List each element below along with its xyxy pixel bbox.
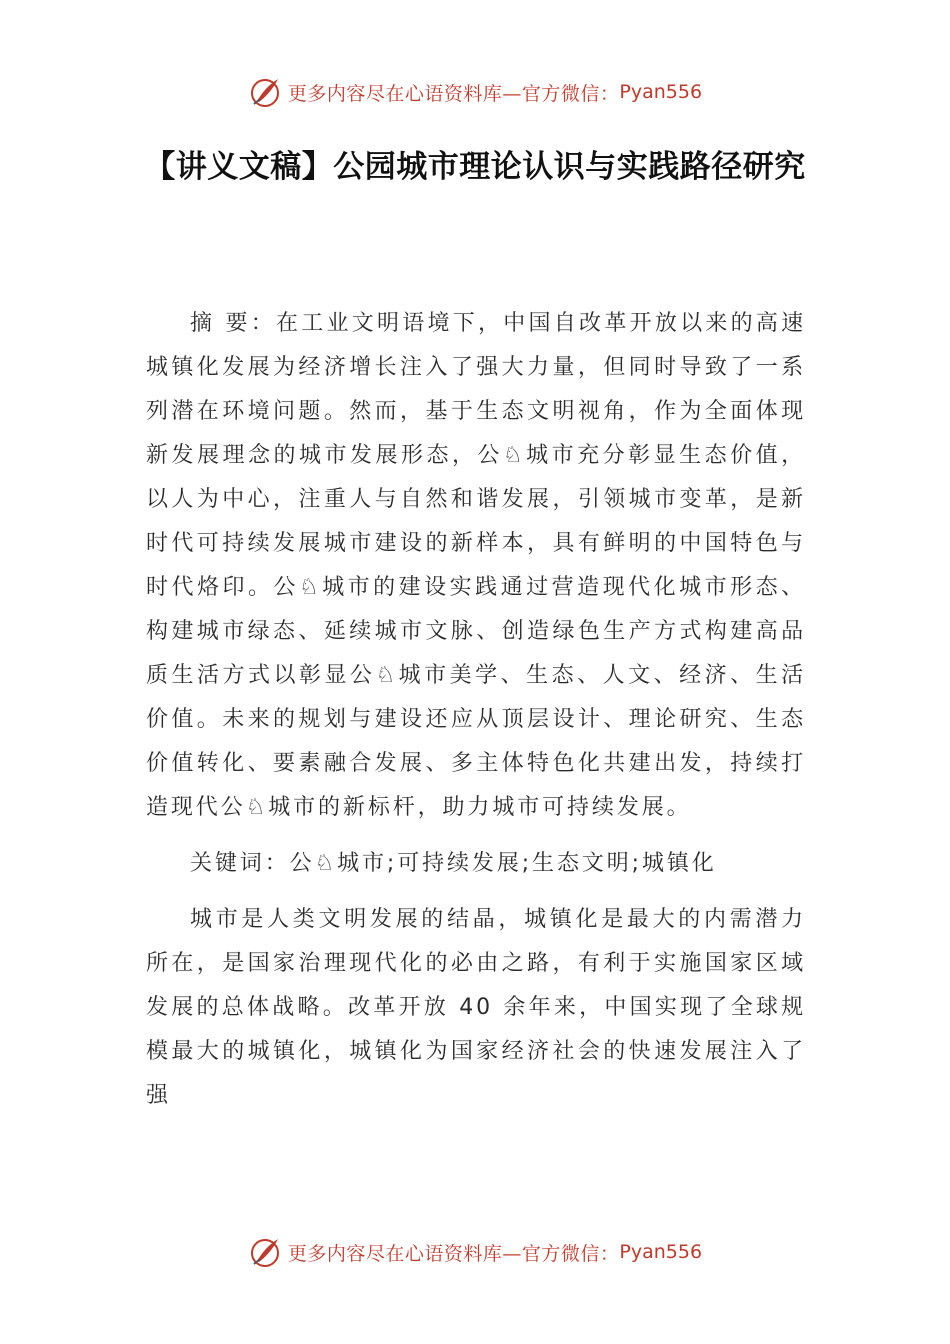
document-title: 【讲义文稿】公园城市理论认识与实践路径研究 bbox=[144, 149, 806, 185]
banner-text: 更多内容尽在心语资料库—官方微信： bbox=[287, 1242, 620, 1265]
body-paragraph: 城市是人类文明发展的结晶，城镇化是最大的内需潜力所在，是国家治理现代化的必由之路，有利于实施国家区域发展的总体战略。改革开放 40 余年来，中国实现了全球规模最大的城镇化，城镇化为国家经济社会的快速发展注入了强 bbox=[146, 907, 806, 1108]
banner-text: 更多内容尽在心语资料库—官方微信： bbox=[287, 82, 620, 105]
keywords-paragraph: 关键词：公♘城市;可持续发展;生态文明;城镇化 bbox=[190, 851, 717, 876]
document-content bbox=[146, 302, 806, 1118]
banner-wechat-id: Pyan556 bbox=[619, 81, 703, 103]
abstract-paragraph: 摘 要：在工业文明语境下，中国自改革开放以来的高速城镇化发展为经济增长注入了强大力量，但同时导致了一系列潜在环境问题。然而，基于生态文明视角，作为全面体现新发展理念的城市发展形态，公♘城市充分彰显生态价值， 以人为中心，注重人与自然和谐发展，引领城市变革，是新时代可持续发展城市建设的新样本，具有鲜明的中国特色与时代烙印。公♘城市的建设实践通过营造现代化城市形态、构建城市绿态、延续城市文脉、创造绿色生产方式构建高品质生活方式以彰显公♘城市美学、生态、人文、经济、生活价值。未来的规划与建设还应从顶层设计、理论研究、生态价值转化、要素融合发展、多主体特色化共建出发，持续打造现代公♘城市的新标杆，助力城市可持续发展。 bbox=[146, 311, 806, 820]
quill-logo-icon bbox=[248, 1235, 282, 1269]
footer-banner bbox=[0, 1230, 950, 1274]
banner-wechat-id: Pyan556 bbox=[619, 1241, 703, 1263]
quill-logo-icon bbox=[248, 75, 282, 109]
header-banner bbox=[0, 70, 950, 114]
